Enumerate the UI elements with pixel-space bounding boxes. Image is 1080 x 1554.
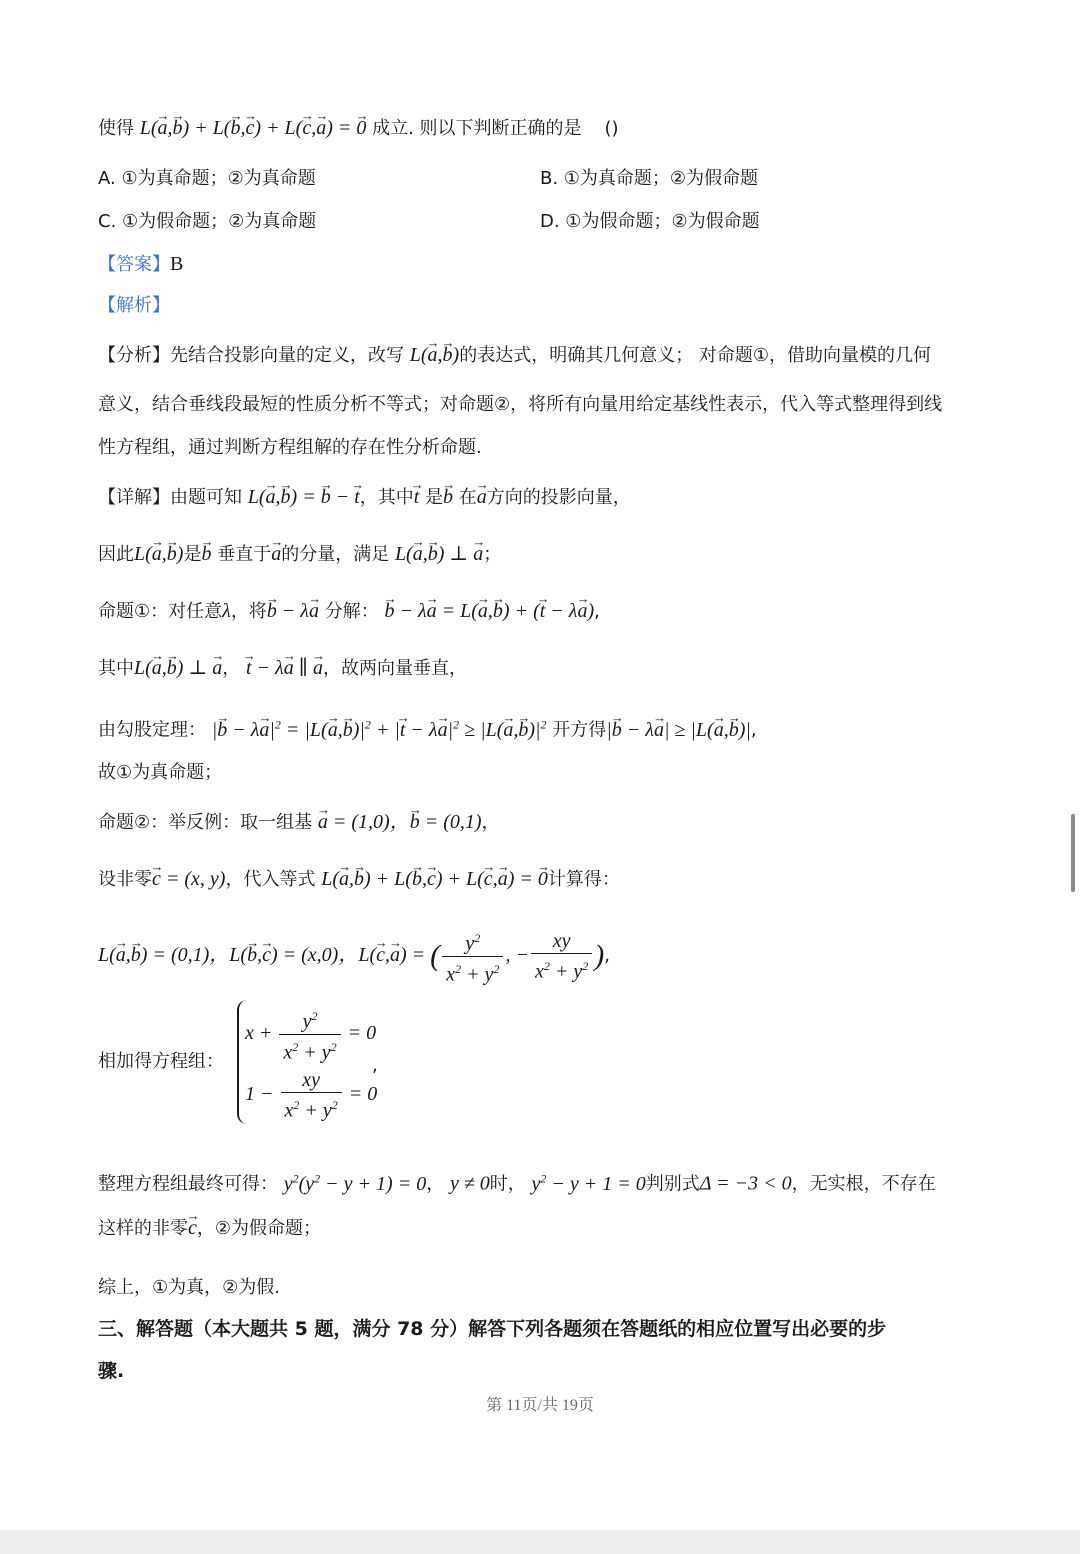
fenxi-line-1 <box>98 342 984 369</box>
detail-line-11: 整理方程组最终可得： $y^2(y^2 - y + 1) = 0$， y ≠ 0时， $y^2 - y + 1 = 0$判别式Δ = −3 < 0，无实根，不存在 <box>98 1171 936 1195</box>
vec-b-2: → b <box>201 541 211 567</box>
formula-quadratic: $y^2 - y + 1 = 0$ <box>531 1171 646 1195</box>
detail-text-5a: 由勾股定理： <box>98 719 206 741</box>
formula-pythagoras: |→ $b - \lambda\to a|^2 = |L(\to a,\to b)|^2$ + |→ $t - \lambda\to a|^2 \ge |L(\to a,\to b)|^2$ <box>212 719 547 741</box>
formula-y-nonzero: y ≠ 0 <box>449 1172 490 1195</box>
section-heading-cont: 骤. <box>98 1360 125 1382</box>
detail-text-10: 相加得方程组： <box>98 1051 224 1072</box>
fenxi-text-3: 性方程组，通过判断方程组解的存在性分析命题. <box>98 437 482 458</box>
formula-L-ab-2: L(→ a,→ b) <box>134 543 183 565</box>
scrollbar-thumb[interactable] <box>1071 814 1075 892</box>
detail-text-1c: 是 <box>425 487 444 508</box>
lambda: λ <box>222 600 231 622</box>
detail-text-1b: ，其中 <box>359 487 414 508</box>
formula-discriminant: Δ = −3 < 0 <box>699 1172 792 1195</box>
detail-line-12 <box>98 1215 984 1242</box>
detail-line-7: 命题②：举反例：取一组基 → a = (1,0)，→ b = (0,1)， <box>98 809 984 836</box>
formula-perp: L(→ a,→ b) ⊥ → a <box>395 543 483 565</box>
fenxi-label: 【分析】 <box>98 345 170 366</box>
fenxi-text-1a: 先结合投影向量的定义，改写 <box>170 345 404 366</box>
answer-paren: () <box>604 118 619 139</box>
detail-text-11a: 整理方程组最终可得： <box>98 1173 278 1195</box>
question-stem <box>98 115 984 142</box>
detail-line-8 <box>98 866 984 893</box>
question-lead: 使得 <box>98 118 134 139</box>
vec-b: → b <box>443 484 453 510</box>
detail-line-3: 命题①：对任意λ，将→ b − λ→ a 分解： → b − λ→ a = L(→ a,→ b) + (→ t − λ→ a), <box>98 598 984 625</box>
option-c: C. ①为假命题；②为真命题 <box>98 211 317 232</box>
formula-parallel: → t − λ→ a ∥ → a <box>246 657 323 679</box>
detail-text-2d: 的分量，满足 <box>281 544 390 565</box>
detail-text-7a: 命题②：举反例：取一组基 <box>98 812 313 833</box>
detail-text-3c: 分解： <box>324 601 379 622</box>
vec-c: → c <box>188 1215 197 1241</box>
analysis-label: 【解析】 <box>98 295 170 316</box>
detail-line-1 <box>98 484 984 511</box>
section-heading: 三、解答题（本大题共 5 题，满分 78 分）解答下列各题须在答题纸的相应位置写出必要的步 <box>98 1318 887 1340</box>
detail-text-2a: 因此 <box>98 544 134 565</box>
detail-text-3a: 命题①：对任意 <box>98 601 223 622</box>
formula-c: → c = (x, y) <box>152 868 225 890</box>
formula-sum: L(→ a,→ b) + L(→ b,→ c) + L(→ c,→ a) = → 0 <box>140 117 367 139</box>
detail-line-4: 其中L(→ a,→ b) ⊥ → a， → t − λ→ a ∥ → a，故两向量垂直， <box>98 655 984 682</box>
formula-L-values: L(→ a,→ b) = (0,1)，L(→ b,→ c) = (x,0)，L(→ c,→ a) = ( $\frac{y^2}{x^2 + y^2}$ , − $\frac{xy}{x^2 + y^2}$ ) <box>98 944 604 966</box>
formula-decomp: → b − λ→ a = L(→ a,→ b) + (→ t − λ→ a) <box>384 600 594 622</box>
detail-line-2 <box>98 541 984 568</box>
detail-text-12b: ，②为假命题； <box>196 1218 322 1239</box>
detail-text-2c: 垂直于 <box>217 544 272 565</box>
detail-text-13: 综上，①为真，②为假. <box>98 1277 280 1298</box>
detail-text-11c: 判别式 <box>645 1173 700 1195</box>
detail-text-4a: 其中 <box>98 658 134 679</box>
option-b: B. ①为真命题；②为假命题 <box>540 168 759 189</box>
options-row-1 <box>98 166 984 192</box>
detail-text-2e: ； <box>483 544 502 565</box>
detail-text-8a: 设非零 <box>98 869 152 890</box>
option-a: A. ①为真命题；②为真命题 <box>98 168 316 189</box>
fenxi-line-3 <box>98 435 984 461</box>
vec-a: → a <box>477 484 487 510</box>
detail-label: 【详解】 <box>98 487 170 508</box>
detail-text-1a: 由题可知 <box>170 487 242 508</box>
detail-text-12: 这样的非零 <box>98 1218 188 1239</box>
detail-text-11d: ，无实根，不存在 <box>791 1173 936 1195</box>
detail-line-13 <box>98 1275 984 1301</box>
detail-text-11b: 时， <box>489 1173 526 1195</box>
answer-label: 【答案】 <box>98 254 170 275</box>
formula-L-def: L(→ a,→ b) = → b − → t <box>248 486 360 508</box>
answer-line <box>98 251 984 278</box>
vec-a-2: → a <box>271 541 281 567</box>
formula-basis: → a = (1,0)，→ b = (0,1) <box>318 811 482 833</box>
formula-perp-2: L(→ a,→ b) ⊥ → a <box>134 657 222 679</box>
analysis-line <box>98 293 984 319</box>
detail-text-2b: 是 <box>183 544 202 565</box>
formula-L-ab: L(→ a,→ b) <box>410 344 459 366</box>
detail-text-6: 故①为真命题； <box>98 762 223 783</box>
detail-line-6 <box>98 760 984 786</box>
system-comma: , <box>372 1055 378 1076</box>
vec-t: → t <box>414 484 420 510</box>
detail-line-9: L(→ a,→ b) = (0,1)，L(→ b,→ c) = (x,0)，L(→ c,→ a) = ( $\frac{y^2}{x^2 + y^2}$ , − $\frac{xy}{x^2 + y^2}$ ), <box>98 926 984 986</box>
detail-text-5b: 开方得 <box>552 719 607 741</box>
formula-sum-2: L(→ a,→ b) + L(→ b,→ c) + L(→ c,→ a) = → 0 <box>321 868 548 890</box>
formula-b-la: → b − λ→ a <box>267 600 319 622</box>
detail-text-3b: ，将 <box>230 601 267 622</box>
formula-ineq: |→ b − λ→ a| ≥ |L(→ a,→ b)| <box>606 719 751 741</box>
formula-final: $y^2(y^2 - y + 1) = 0$ <box>283 1171 427 1195</box>
bottom-bar <box>0 1530 1080 1554</box>
options-row-2 <box>98 209 984 235</box>
detail-text-8b: ，代入等式 <box>225 869 316 890</box>
detail-text-8c: 计算得： <box>547 869 620 890</box>
detail-line-5: 由勾股定理： |→ $b - \lambda\to a|^2 = |L(\to a,\to b)|^2$ + |→ $t - \lambda\to a|^2 \ge |L(\to a,\to b)|^2$ 开方得|→ b − λ→ a| ≥ |L(→ a,→ b)|, <box>98 711 984 744</box>
question-tail: 成立. 则以下判断正确的是 <box>372 118 582 139</box>
detail-text-4b: ，故两向量垂直， <box>322 658 467 679</box>
fenxi-line-2 <box>98 392 984 418</box>
option-d: D. ①为假命题；②为假命题 <box>540 211 760 232</box>
equation-2: 1 − $\frac{xy}{x^2 + y^2}$ = 0 <box>245 1069 378 1122</box>
page-footer: 第 11页/共 19页 <box>486 1397 594 1414</box>
fenxi-text-1b: 的表达式，明确其几何意义； 对命题①，借助向量模的几何 <box>459 345 932 366</box>
answer-value: B <box>170 253 184 275</box>
detail-text-1d: 在 <box>458 487 477 508</box>
fenxi-text-2: 意义，结合垂线段最短的性质分析不等式；对命题②，将所有向量用给定基线性表示，代入等式整理得到线 <box>98 394 943 415</box>
detail-text-1e: 方向的投影向量， <box>486 487 631 508</box>
equation-1: x + $\frac{y^2}{x^2 + y^2}$ = 0 <box>245 1004 984 1064</box>
